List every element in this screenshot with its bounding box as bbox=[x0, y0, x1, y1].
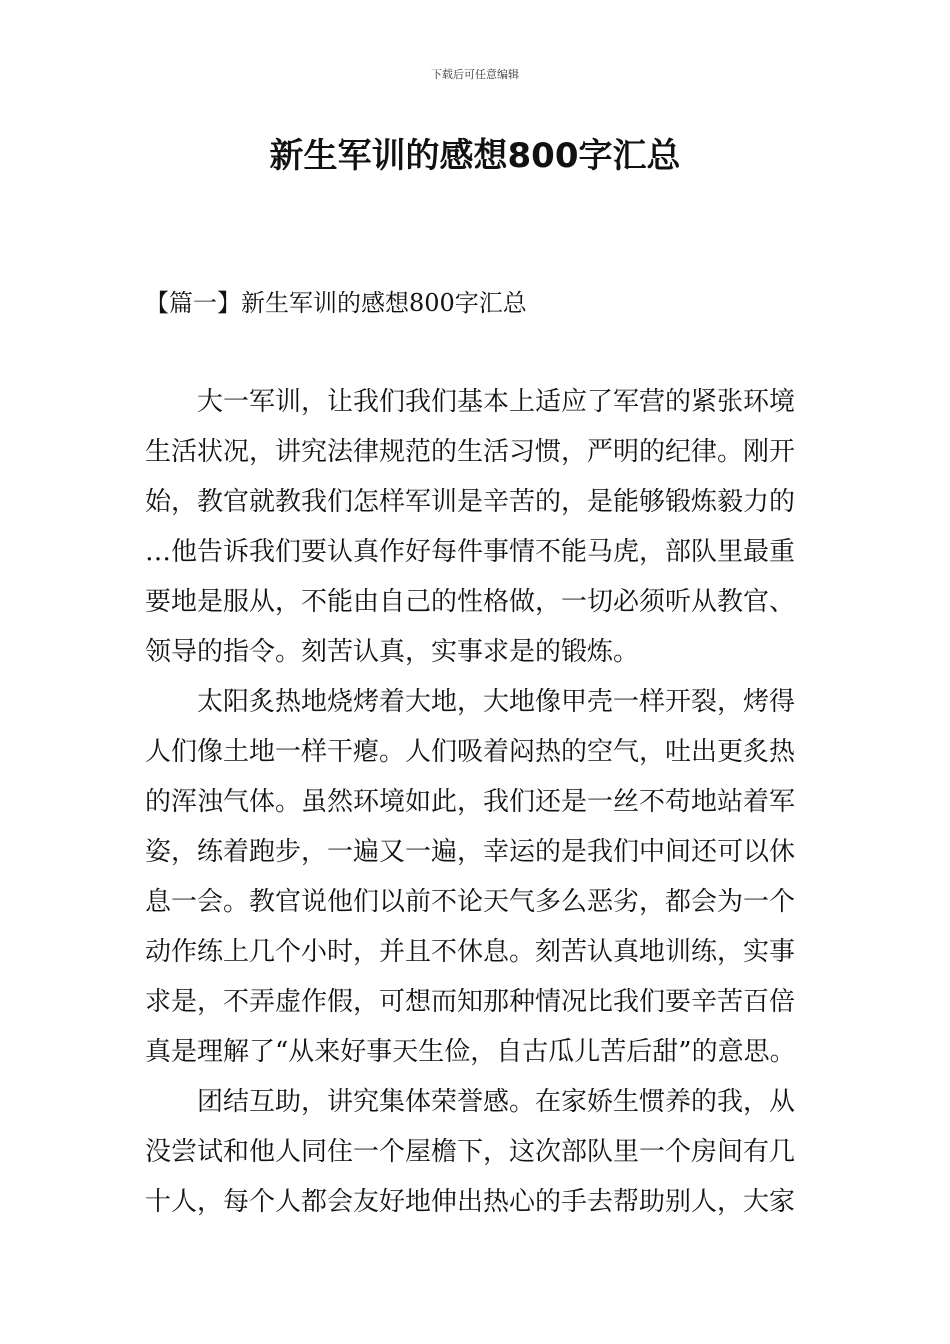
paragraph-line: 领导的指令。刻苦认真，实事求是的锻炼。 bbox=[145, 637, 640, 667]
paragraph-line: 太阳炙热地烧烤着大地，大地像甲壳一样开裂，烤得 bbox=[197, 687, 796, 717]
paragraph-line: 的浑浊气体。虽然环境如此，我们还是一丝不苟地站着军 bbox=[145, 787, 796, 817]
paragraph-line: 大一军训，让我们我们基本上适应了军营的紧张环境 bbox=[197, 387, 796, 417]
paragraph-line: 息一会。教官说他们以前不论天气多么恶劣，都会为一个 bbox=[145, 887, 796, 917]
paragraph-1 bbox=[145, 377, 809, 677]
paragraph-line: …他告诉我们要认真作好每件事情不能马虎，部队里最重 bbox=[145, 537, 796, 567]
paragraph-3 bbox=[145, 1077, 809, 1227]
paragraph-line: 动作练上几个小时，并且不休息。刻苦认真地训练，实事 bbox=[145, 937, 796, 967]
document-title: 新生军训的感想800字汇总 bbox=[269, 136, 681, 176]
paragraph-line: 求是，不弄虚作假，可想而知那种情况比我们要辛苦百倍 bbox=[145, 987, 796, 1017]
paragraph-line: 真是理解了“从来好事天生俭，自古瓜儿苦后甜”的意思。 bbox=[145, 1037, 796, 1067]
paragraph-line: 团结互助，讲究集体荣誉感。在家娇生惯养的我，从 bbox=[197, 1087, 796, 1117]
paragraph-line: 要地是服从，不能由自己的性格做，一切必须听从教官、 bbox=[145, 587, 796, 617]
body-text bbox=[145, 377, 809, 1227]
paragraph-line: 没尝试和他人同住一个屋檐下，这次部队里一个房间有几 bbox=[145, 1137, 796, 1167]
paragraph-2 bbox=[145, 677, 809, 1077]
paragraph-line: 十人，每个人都会友好地伸出热心的手去帮助别人，大家 bbox=[145, 1187, 796, 1217]
paragraph-line: 人们像土地一样干瘪。人们吸着闷热的空气，吐出更炙热 bbox=[145, 737, 796, 767]
paragraph-line: 生活状况，讲究法律规范的生活习惯，严明的纪律。刚开 bbox=[145, 437, 796, 467]
section-heading: 【篇一】新生军训的感想800字汇总 bbox=[145, 289, 527, 317]
paragraph-line: 姿，练着跑步，一遍又一遍，幸运的是我们中间还可以休 bbox=[145, 837, 796, 867]
header-note: 下载后可任意编辑 bbox=[431, 68, 519, 81]
paragraph-line: 始，教官就教我们怎样军训是辛苦的，是能够锻炼毅力的 bbox=[145, 487, 796, 517]
